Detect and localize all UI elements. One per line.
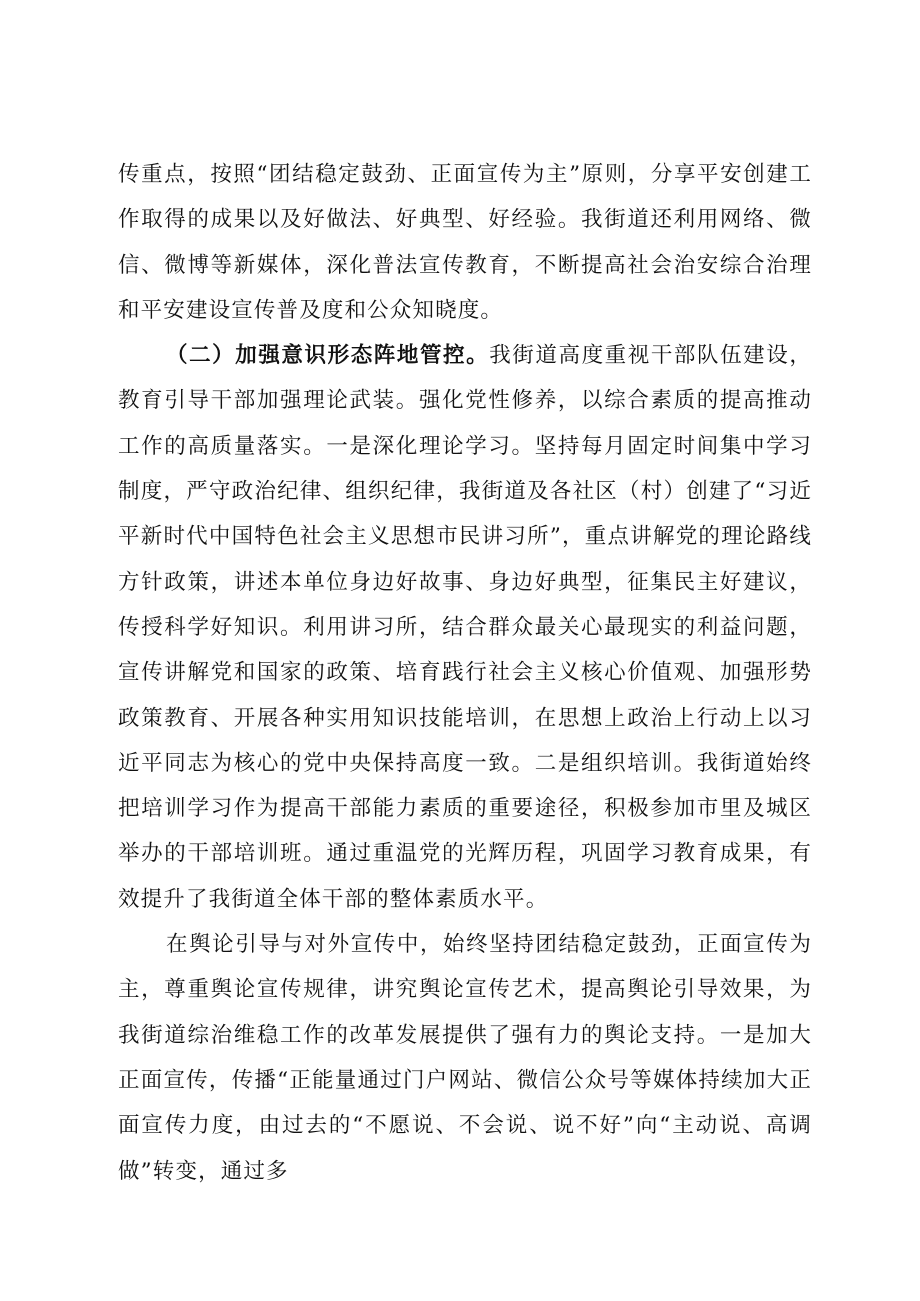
document-body	[118, 152, 812, 1194]
paragraph-2-text: 我街道高度重视干部队伍建设，教育引导干部加强理论武装。强化党性修养，以综合素质的提高推动工作的高质量落实。一是深化理论学习。坚持每月固定时间集中学习制度，严守政治纪律、组织纪律，我街道及各社区（村）创建了“习近平新时代中国特色社会主义思想市民讲习所”，重点讲解党的理论路线方针政策，讲述本单位身边好故事、身边好典型，征集民主好建议，传授科学好知识。利用讲习所，结合群众最关心最现实的利益问题，宣传讲解党和国家的政策、培育践行社会主义核心价值观、加强形势政策教育、开展各种实用知识技能培训，在思想上政治上行动上以习近平同志为核心的党中央保持高度一致。二是组织培训。我街道始终把培训学习作为提高干部能力素质的重要途径，积极参加市里及城区举办的干部培训班。通过重温党的光辉历程，巩固学习教育成果，有效提升了我街道全体干部的整体素质水平。	[118, 343, 812, 912]
paragraph-3: 在舆论引导与对外宣传中，始终坚持团结稳定鼓劲，正面宣传为主，尊重舆论宣传规律，讲究舆论宣传艺术，提高舆论引导效果，为我街道综治维稳工作的改革发展提供了强有力的舆论支持。一是加大正面宣传，传播“正能量通过门户网站、微信公众号等媒体持续加大正面宣传力度，由过去的“不愿说、不会说、说不好”向“主动说、高调做”转变，通过多	[118, 932, 812, 1184]
paragraph-2	[118, 333, 812, 922]
section-heading: （二）加强意识形态阵地管控。	[166, 343, 490, 369]
paragraph-1: 传重点，按照“团结稳定鼓劲、正面宣传为主”原则，分享平安创建工作取得的成果以及好做法、好典型、好经验。我街道还利用网络、微信、微博等新媒体，深化普法宣传教育，不断提高社会治安综合治理和平安建设宣传普及度和公众知晓度。	[118, 162, 812, 323]
